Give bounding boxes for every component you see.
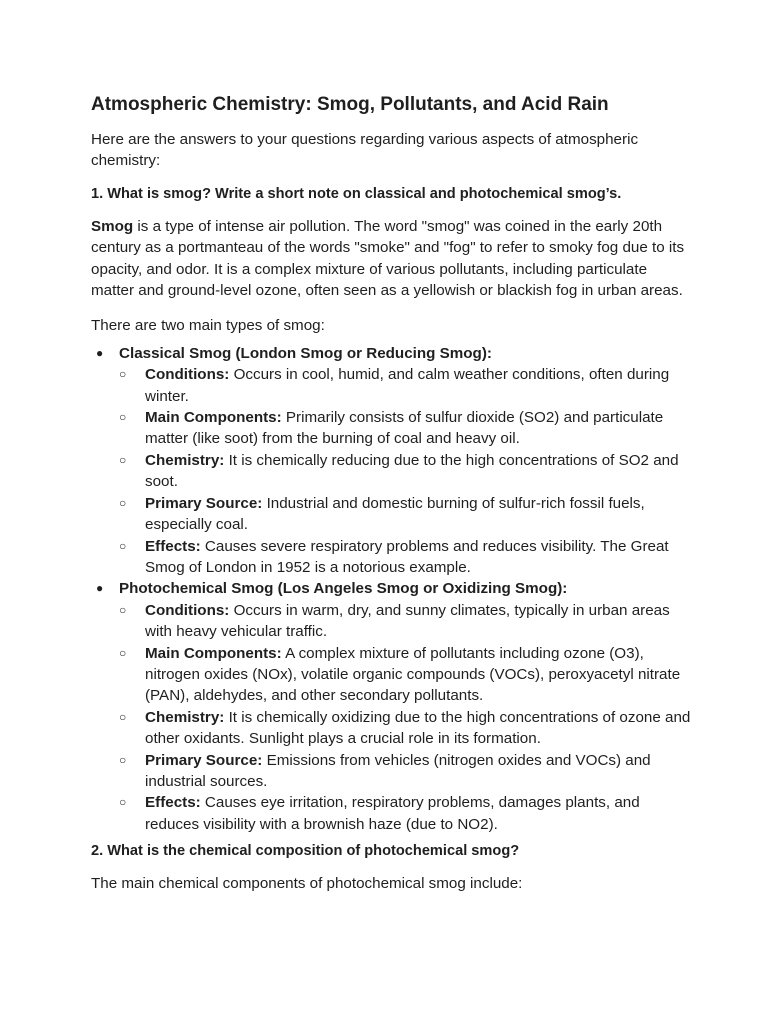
- item-term: Main Components:: [145, 409, 282, 427]
- item-term: Primary Source:: [145, 751, 263, 769]
- item-term: Primary Source:: [145, 494, 263, 512]
- list-item: [117, 536, 691, 579]
- item-text: Industrial and domestic burning of sulfur-rich fossil fuels, especially coal.: [145, 494, 645, 534]
- circle-bullet-icon: ○: [119, 752, 127, 767]
- smog-term: Smog: [91, 217, 134, 235]
- list-item: [117, 750, 691, 793]
- list-item: [117, 364, 691, 407]
- classical-smog-details: [117, 364, 691, 578]
- item-text: It is chemically reducing due to the high concentrations of SO2 and soot.: [145, 451, 679, 491]
- circle-bullet-icon: ○: [119, 410, 127, 425]
- list-item-classical-smog: [91, 343, 691, 578]
- item-term: Effects:: [145, 794, 201, 812]
- question-2-intro: The main chemical components of photochemical smog include:: [91, 875, 523, 893]
- classical-smog-label: Classical Smog (London Smog or Reducing Smog):: [119, 344, 492, 362]
- item-text: Occurs in warm, dry, and sunny climates, typically in urban areas with heavy vehicular traffic.: [145, 601, 670, 641]
- circle-bullet-icon: ○: [119, 495, 127, 510]
- circle-bullet-icon: ○: [119, 538, 127, 553]
- smog-definition-text: is a type of intense air pollution. The word "smog" was coined in the early 20th century as a portmanteau of the words "smoke" and "fog" to refer to smoky fog due to its opacity, and odor. It is a complex mixture of various pollutants, including particulate matter and ground-level ozone, often seen as a yellowish or blackish fog in urban areas.: [91, 217, 685, 300]
- bullet-icon: ●: [96, 345, 104, 360]
- list-item: [117, 707, 691, 750]
- list-item: [117, 407, 691, 450]
- list-item: [117, 600, 691, 643]
- circle-bullet-icon: ○: [119, 645, 127, 660]
- item-text: A complex mixture of pollutants including ozone (O3), nitrogen oxides (NOx), volatile organic compounds (VOCs), peroxyacetyl nitrate (PAN), aldehydes, and other secondary pollutants.: [145, 644, 681, 705]
- intro-paragraph: Here are the answers to your questions regarding various aspects of atmospheric chemistry:: [91, 131, 639, 170]
- item-term: Conditions:: [145, 366, 230, 384]
- question-2-heading: 2. What is the chemical composition of photochemical smog?: [91, 843, 520, 860]
- item-text: Primarily consists of sulfur dioxide (SO2) and particulate matter (like soot) from the burning of coal and heavy oil.: [145, 409, 664, 448]
- smog-types-list: [91, 343, 691, 835]
- item-term: Chemistry:: [145, 451, 225, 469]
- smog-definition-paragraph: [91, 216, 691, 302]
- list-item: [117, 493, 691, 536]
- circle-bullet-icon: ○: [119, 602, 127, 617]
- item-text: Emissions from vehicles (nitrogen oxides and VOCs) and industrial sources.: [145, 751, 651, 790]
- photochemical-smog-details: [117, 600, 691, 835]
- item-text: Occurs in cool, humid, and calm weather conditions, often during winter.: [145, 366, 670, 405]
- document-body: [91, 93, 691, 895]
- page-title: Atmospheric Chemistry: Smog, Pollutants, and Acid Rain: [91, 94, 609, 115]
- list-item: [117, 792, 691, 835]
- circle-bullet-icon: ○: [119, 709, 127, 724]
- bullet-icon: ●: [96, 581, 104, 596]
- question-1-heading: 1. What is smog? Write a short note on classical and photochemical smog’s.: [91, 185, 622, 202]
- circle-bullet-icon: ○: [119, 452, 127, 467]
- list-item: [117, 643, 691, 707]
- list-item: [117, 450, 691, 493]
- item-text: It is chemically oxidizing due to the high concentrations of ozone and other oxidants. Sunlight plays a crucial role in its formation.: [145, 708, 691, 748]
- item-term: Conditions:: [145, 601, 230, 619]
- photochemical-smog-label: Photochemical Smog (Los Angeles Smog or Oxidizing Smog):: [119, 580, 568, 598]
- circle-bullet-icon: ○: [119, 367, 127, 382]
- item-text: Causes severe respiratory problems and reduces visibility. The Great Smog of London in 1952 is a notorious example.: [145, 537, 669, 576]
- circle-bullet-icon: ○: [119, 795, 127, 810]
- item-term: Effects:: [145, 537, 201, 555]
- list-item-photochemical-smog: [91, 578, 691, 835]
- item-term: Chemistry:: [145, 708, 225, 726]
- item-term: Main Components:: [145, 644, 282, 662]
- item-text: Causes eye irritation, respiratory problems, damages plants, and reduces visibility with a brownish haze (due to NO2).: [145, 794, 640, 833]
- types-intro: There are two main types of smog:: [91, 317, 325, 335]
